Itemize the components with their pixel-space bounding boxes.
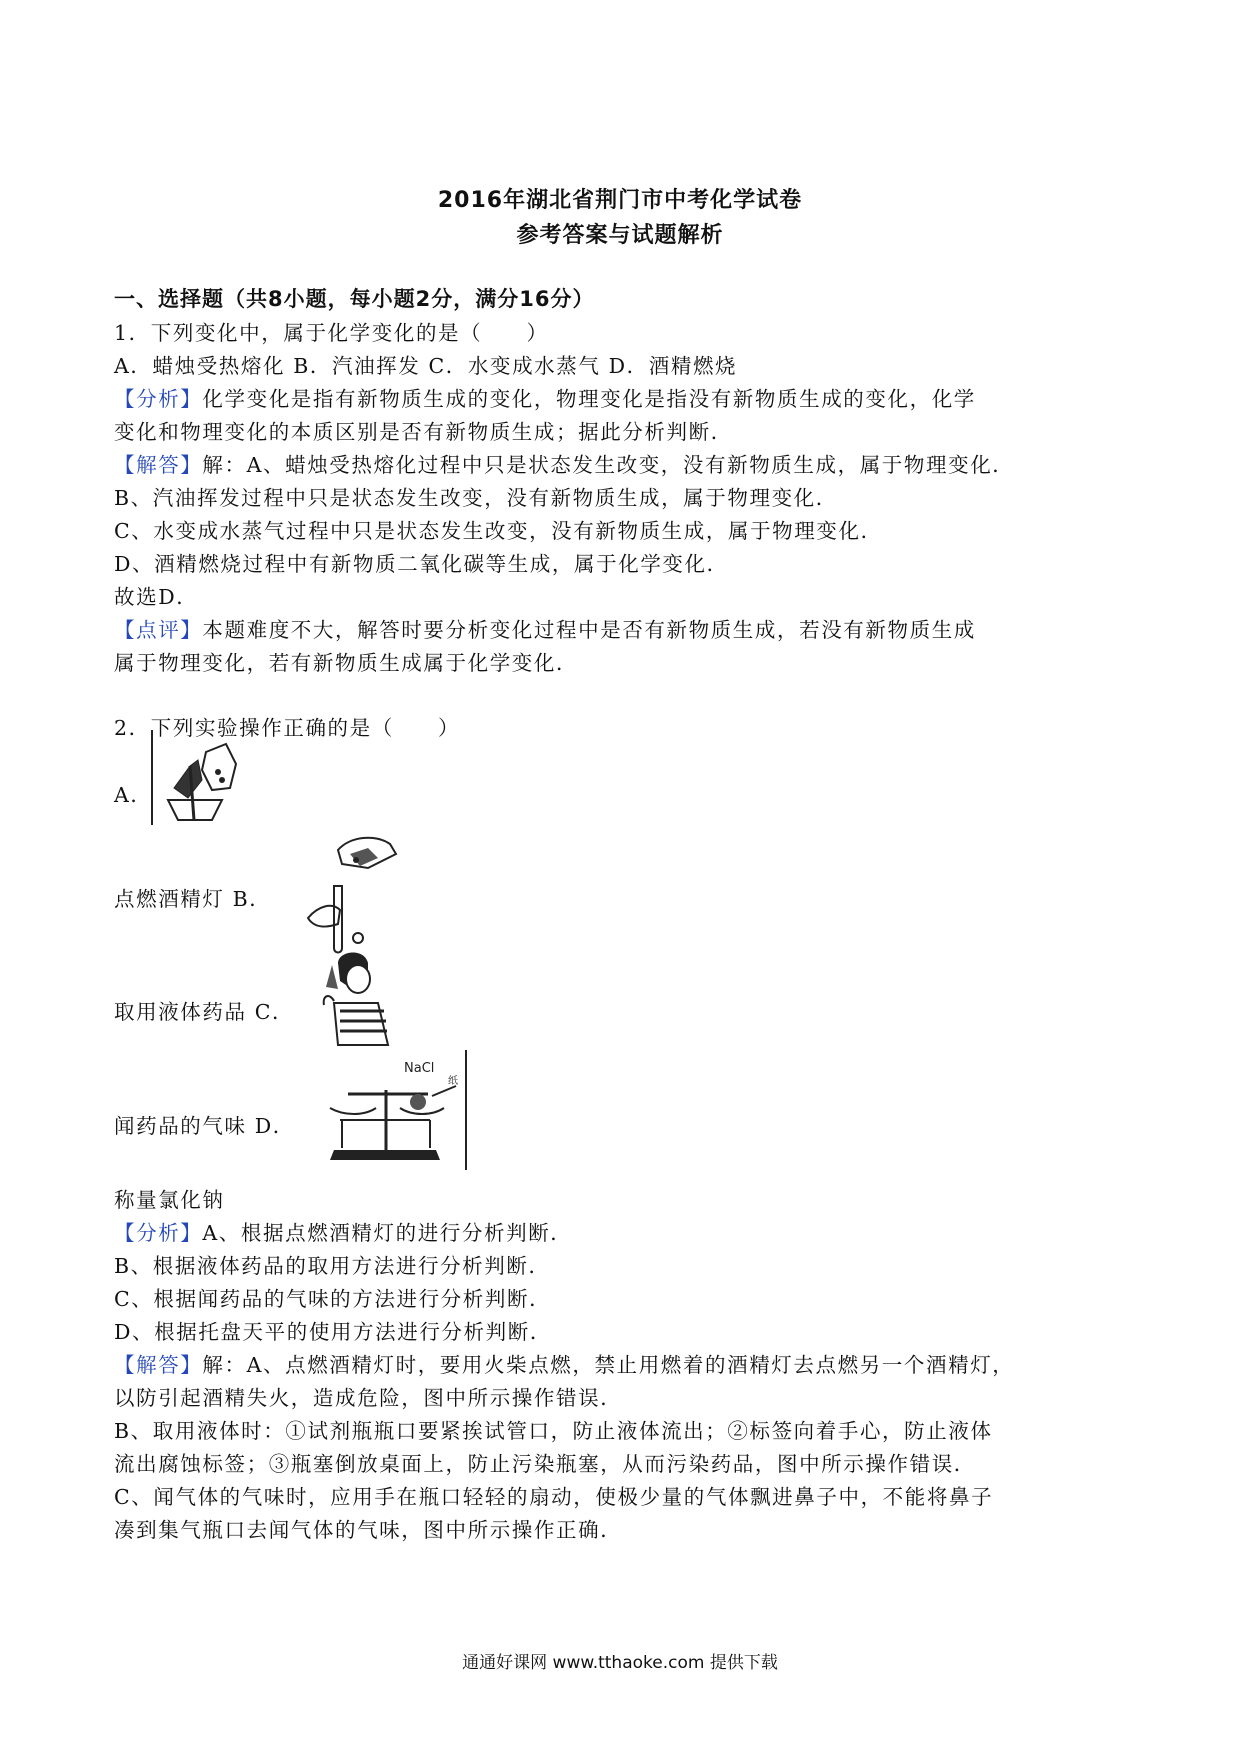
q2-option-a-label: A．: [114, 783, 153, 807]
q2-analysis-d: D、根据托盘天平的使用方法进行分析判断．: [114, 1320, 552, 1344]
q1-analysis-line-2: 变化和物理变化的本质区别是否有新物质生成；据此分析判断．: [114, 420, 733, 444]
comment-tag: 【点评】: [114, 618, 203, 642]
balance-scale-figure: [320, 1050, 470, 1170]
smelling-chemicals-figure: [318, 945, 398, 1050]
q1-options: A．蜡烛受热熔化 B．汽油挥发 C．水变成水蒸气 D．酒精燃烧: [114, 354, 738, 378]
q1-choice: 故选D．: [114, 585, 199, 609]
q2-answer-b-line-1: B、取用液体时：①试剂瓶瓶口要紧挨试管口，防止液体流出；②标签向着手心，防止液体: [114, 1419, 993, 1443]
footer-source: 通通好课网 www.tthaoke.com 提供下载: [462, 1653, 778, 1673]
q2-answer-a-line-2: 以防引起酒精失火，造成危险，图中所示操作错误．: [114, 1386, 623, 1410]
q2-option-d-caption: 称量氯化钠: [114, 1188, 225, 1212]
page-subtitle: 参考答案与试题解析: [516, 223, 724, 248]
q2-analysis-c: C、根据闻药品的气味的方法进行分析判断．: [114, 1287, 552, 1311]
q1-answer-c: C、水变成水蒸气过程中只是状态发生改变，没有新物质生成，属于物理变化．: [114, 519, 883, 543]
q2-analysis-b: B、根据液体药品的取用方法进行分析判断．: [114, 1254, 551, 1278]
q1-stem: 1．下列变化中，属于化学变化的是（ ）: [114, 321, 549, 345]
analysis-tag: 【分析】: [114, 387, 203, 411]
q2-analysis-a: 【分析】A、根据点燃酒精灯的进行分析判断．: [114, 1221, 573, 1245]
q1-analysis-line-1: 【分析】化学变化是指有新物质生成的变化，物理变化是指没有新物质生成的变化，化学: [114, 387, 976, 411]
taking-liquid-figure: [298, 828, 403, 958]
q1-comment-line-1: 【点评】本题难度不大，解答时要分析变化过程中是否有新物质生成，若没有新物质生成: [114, 618, 976, 642]
analysis-tag: 【分析】: [114, 1221, 203, 1245]
lighting-alcohol-lamp-figure: [150, 730, 240, 825]
q2-answer-b-line-2: 流出腐蚀标签；③瓶塞倒放桌面上，防止污染瓶塞，从而污染药品，图中所示操作错误．: [114, 1452, 976, 1476]
page-title: 2016年湖北省荆门市中考化学试卷: [437, 188, 803, 213]
q2-option-c-line: 取用液体药品 C．: [114, 1000, 295, 1024]
q2-option-d-line: 闻药品的气味 D．: [114, 1114, 295, 1138]
svg-text:纸: 纸: [448, 1076, 458, 1087]
q1-answer-b: B、汽油挥发过程中只是状态发生改变，没有新物质生成，属于物理变化．: [114, 486, 838, 510]
nacl-label: NaCl: [404, 1061, 435, 1076]
q1-answer-d: D、酒精燃烧过程中有新物质二氧化碳等生成，属于化学变化．: [114, 552, 729, 576]
q2-answer-a-line-1: 【解答】解：A、点燃酒精灯时，要用火柴点燃，禁止用燃着的酒精灯去点燃另一个酒精灯，: [114, 1353, 1015, 1377]
q2-answer-c-line-1: C、闻气体的气味时，应用手在瓶口轻轻的扇动，使极少量的气体飘进鼻子中，不能将鼻子: [114, 1485, 994, 1509]
section-heading: 一、选择题（共8小题，每小题2分，满分16分）: [114, 287, 595, 311]
answer-tag: 【解答】: [114, 453, 203, 477]
q2-stem: 2．下列实验操作正确的是（ ）: [114, 716, 461, 740]
q2-answer-c-line-2: 凑到集气瓶口去闻气体的气味，图中所示操作正确．: [114, 1518, 623, 1542]
q1-comment-line-2: 属于物理变化，若有新物质生成属于化学变化．: [114, 651, 579, 675]
answer-tag: 【解答】: [114, 1353, 203, 1377]
q2-option-b-line: 点燃酒精灯 B．: [114, 887, 272, 911]
q1-answer-a: 【解答】解：A、蜡烛受热熔化过程中只是状态发生改变，没有新物质生成，属于物理变化．: [114, 453, 1015, 477]
